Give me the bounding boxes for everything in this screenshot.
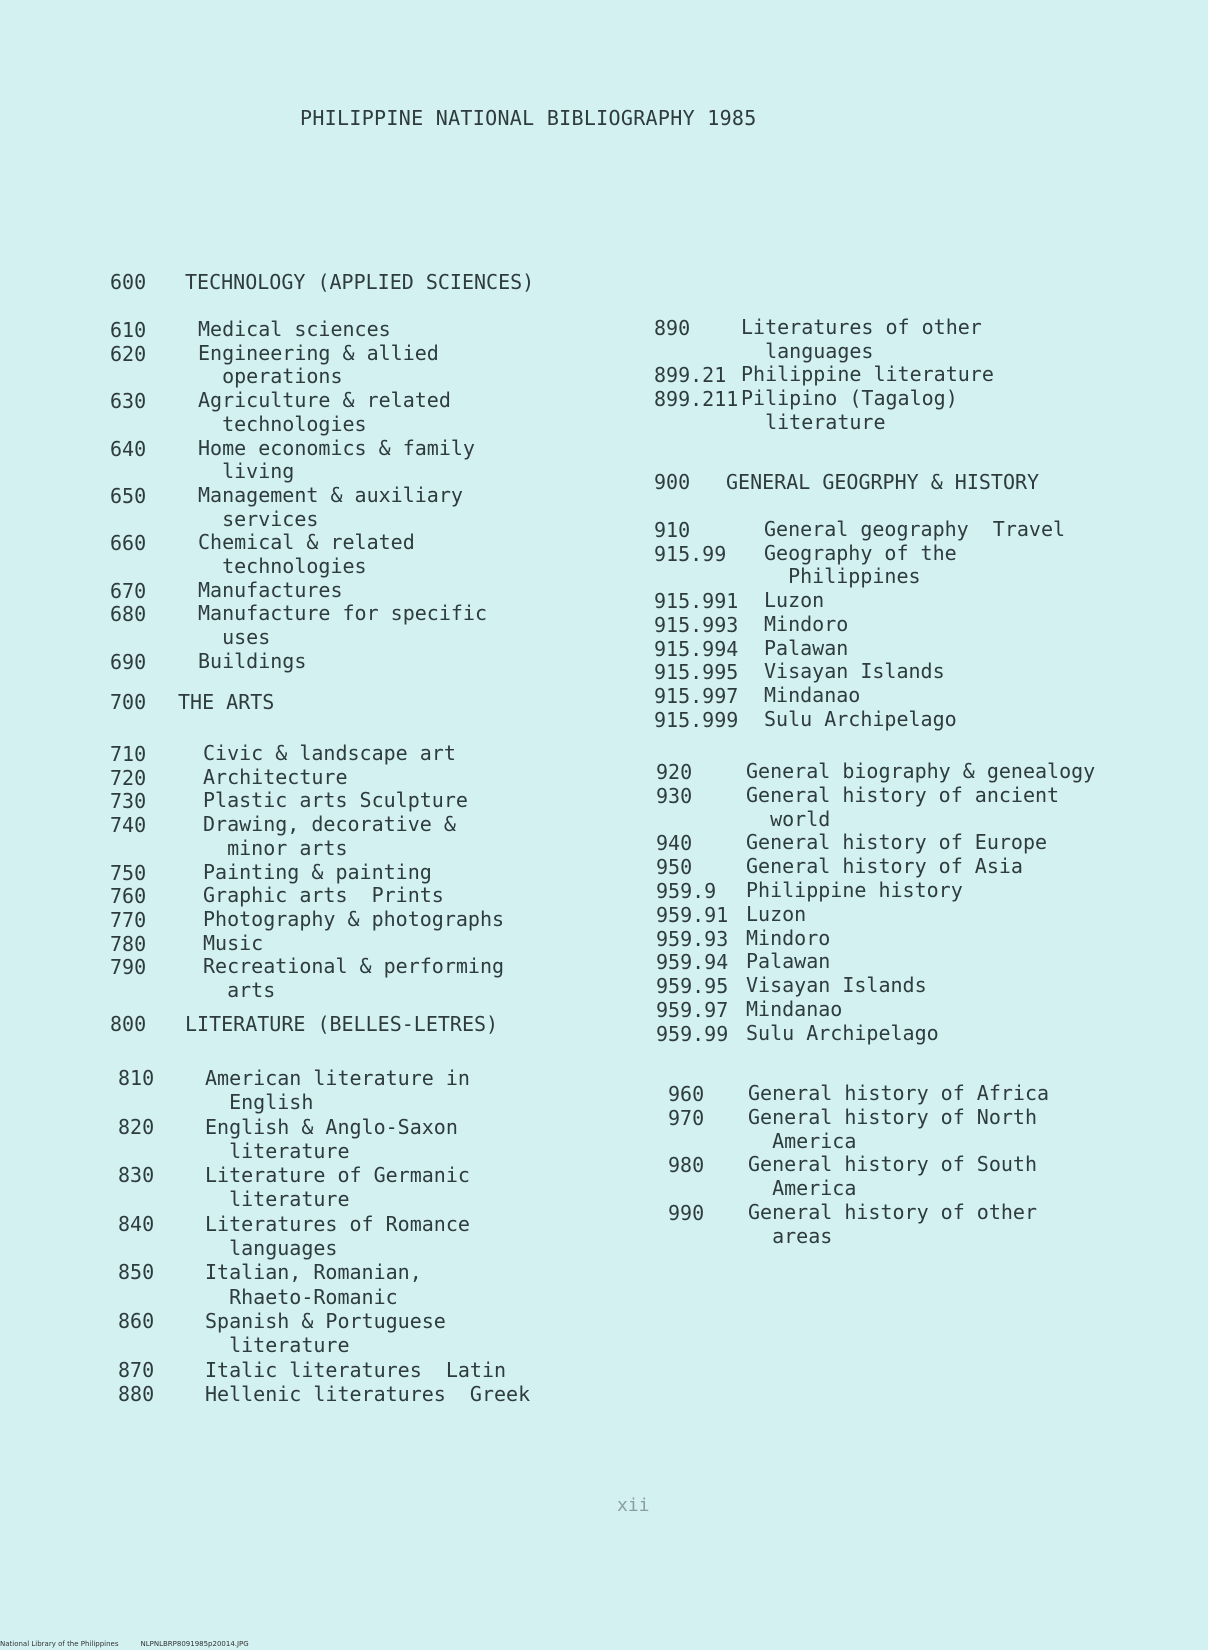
entry-959-91 xyxy=(656,903,1206,927)
class-number: 750 xyxy=(110,860,147,885)
entry-650 xyxy=(110,484,658,531)
class-number: 899.21 xyxy=(654,363,727,388)
class-label: Hellenic literatures Greek xyxy=(205,1381,531,1406)
class-label: Medical sciences xyxy=(198,317,391,341)
entry-959-99 xyxy=(656,1022,1206,1046)
class-label: Manufactures xyxy=(198,577,343,602)
entry-690 xyxy=(110,650,658,674)
entry-910 xyxy=(654,518,1208,542)
class-label: Engineering & allied operations xyxy=(198,340,439,389)
class-label: Painting & painting xyxy=(203,859,432,884)
entry-870 xyxy=(118,1358,665,1382)
entry-640 xyxy=(110,437,658,484)
entry-740 xyxy=(110,813,663,860)
class-number: 740 xyxy=(110,813,147,838)
entry-950 xyxy=(656,855,1206,879)
entry-750 xyxy=(110,861,663,885)
class-number: 980 xyxy=(668,1153,705,1178)
class-number: 710 xyxy=(110,742,147,766)
section-label: GENERAL GEOGRPHY & HISTORY xyxy=(726,470,1040,494)
class-number: 830 xyxy=(118,1163,155,1188)
class-number: 660 xyxy=(110,531,147,556)
class-number: 760 xyxy=(110,884,147,909)
class-number: 670 xyxy=(110,578,147,603)
class-label: Geography of the Philippines xyxy=(764,540,957,589)
entry-959-95 xyxy=(656,974,1206,998)
entry-915-993 xyxy=(654,613,1208,637)
class-label: Manufacture for specific uses xyxy=(198,601,487,650)
entry-920 xyxy=(656,760,1206,784)
class-label: Graphic arts Prints xyxy=(203,883,444,908)
class-number: 890 xyxy=(654,316,691,340)
section-label: THE ARTS xyxy=(178,690,275,714)
entry-959-93 xyxy=(656,927,1206,951)
class-label: Palawan xyxy=(746,949,831,974)
class-number: 640 xyxy=(110,436,147,461)
entry-899-21 xyxy=(654,363,1201,387)
class-label: General history of South America xyxy=(748,1152,1037,1201)
class-number: 950 xyxy=(656,855,693,880)
entry-760 xyxy=(110,884,663,908)
class-number: 680 xyxy=(110,602,147,627)
class-number: 959.93 xyxy=(656,926,729,951)
class-number: 790 xyxy=(110,955,147,980)
entry-620 xyxy=(110,342,658,389)
class-label: Italian, Romanian, Rhaeto-Romanic xyxy=(205,1260,422,1309)
entry-850 xyxy=(118,1260,665,1309)
class-label: General history of Africa xyxy=(748,1081,1050,1105)
class-number: 610 xyxy=(110,318,147,342)
class-label: Mindanao xyxy=(764,682,861,707)
entry-860 xyxy=(118,1309,665,1358)
footer-file: NLPNLBRP8091985p20014.JPG xyxy=(140,1640,249,1648)
class-number: 650 xyxy=(110,483,147,508)
section-number: 800 xyxy=(110,1012,147,1036)
class-label: General biography & genealogy xyxy=(746,759,1096,783)
class-label: Mindoro xyxy=(746,925,831,950)
class-number: 959.95 xyxy=(656,974,729,999)
entry-880 xyxy=(118,1382,665,1406)
class-number: 870 xyxy=(118,1357,155,1382)
class-label: Literature of Germanic literature xyxy=(205,1163,470,1212)
entry-970 xyxy=(668,1106,1208,1154)
class-label: Italic literatures Latin xyxy=(205,1357,507,1382)
entry-959-9 xyxy=(656,879,1206,903)
class-label: Philippine literature xyxy=(741,362,994,387)
class-label: Mindoro xyxy=(764,611,849,636)
class-number: 970 xyxy=(668,1105,705,1130)
class-number: 840 xyxy=(118,1211,155,1236)
class-label: Literatures of other languages xyxy=(741,315,982,363)
section-heading-600 xyxy=(110,270,534,294)
section-heading-900 xyxy=(654,470,1039,494)
class-number: 770 xyxy=(110,907,147,932)
entry-780 xyxy=(110,932,663,956)
class-number: 930 xyxy=(656,783,693,808)
section-number: 900 xyxy=(654,470,691,494)
section-heading-800 xyxy=(110,1012,498,1036)
entry-680 xyxy=(110,602,658,649)
class-label: Buildings xyxy=(198,648,307,673)
section-label: LITERATURE (BELLES-LETRES) xyxy=(185,1012,499,1036)
class-label: Management & auxiliary services xyxy=(198,482,463,531)
entry-940 xyxy=(656,831,1206,855)
class-label: Drawing, decorative & minor arts xyxy=(203,812,456,860)
class-label: General history of Europe xyxy=(746,830,1048,855)
class-label: Literatures of Romance languages xyxy=(205,1211,470,1261)
class-label: Pilipino (Tagalog) literature xyxy=(741,386,958,434)
class-number: 820 xyxy=(118,1114,155,1139)
entry-915-991 xyxy=(654,589,1208,613)
class-number: 620 xyxy=(110,341,147,366)
class-label: Sulu Archipelago xyxy=(746,1020,939,1045)
class-label: Spanish & Portuguese literature xyxy=(205,1309,446,1358)
entry-960 xyxy=(668,1082,1208,1106)
entry-730 xyxy=(110,789,663,813)
footer-library: National Library of the Philippines xyxy=(0,1640,119,1648)
class-label: Visayan Islands xyxy=(764,659,945,684)
entry-610 xyxy=(110,318,658,342)
class-label: Philippine history xyxy=(746,878,963,902)
class-number: 959.94 xyxy=(656,950,729,975)
entry-899-211 xyxy=(654,387,1201,434)
class-label: Chemical & related technologies xyxy=(198,530,415,578)
section-number: 700 xyxy=(110,690,147,714)
class-label: General geography Travel xyxy=(764,517,1066,541)
class-label: Photography & photographs xyxy=(203,906,505,931)
class-number: 915.993 xyxy=(654,612,739,637)
entry-959-97 xyxy=(656,998,1206,1022)
class-number: 810 xyxy=(118,1066,155,1090)
class-number: 730 xyxy=(110,789,147,814)
entry-959-94 xyxy=(656,950,1206,974)
entry-670 xyxy=(110,579,658,603)
entry-990 xyxy=(668,1201,1208,1249)
class-number: 915.994 xyxy=(654,636,739,661)
entry-840 xyxy=(118,1212,665,1261)
class-number: 915.999 xyxy=(654,707,739,732)
class-number: 915.99 xyxy=(654,541,727,566)
class-label: Civic & landscape art xyxy=(203,741,456,765)
class-label: Agriculture & related technologies xyxy=(198,388,451,436)
class-number: 959.91 xyxy=(656,902,729,927)
class-number: 899.211 xyxy=(654,387,739,412)
entry-915-995 xyxy=(654,660,1208,684)
class-number: 860 xyxy=(118,1309,155,1333)
scan-footer xyxy=(0,1640,271,1648)
class-label: Luzon xyxy=(764,588,825,613)
class-label: Recreational & performing arts xyxy=(203,954,505,1002)
class-label: General history of North America xyxy=(748,1104,1037,1153)
class-number: 690 xyxy=(110,649,147,674)
class-number: 850 xyxy=(118,1260,155,1285)
class-number: 915.991 xyxy=(654,589,739,614)
class-label: Music xyxy=(203,930,264,955)
class-label: Home economics & family living xyxy=(198,435,475,484)
class-number: 990 xyxy=(668,1201,705,1225)
class-label: English & Anglo-Saxon literature xyxy=(205,1114,458,1163)
class-number: 915.997 xyxy=(654,683,739,708)
class-label: American literature in English xyxy=(205,1066,470,1115)
class-number: 959.9 xyxy=(656,879,717,903)
section-heading-700 xyxy=(110,690,274,714)
entry-630 xyxy=(110,389,658,436)
entry-915-994 xyxy=(654,637,1208,661)
entry-890 xyxy=(654,316,1201,363)
entry-720 xyxy=(110,766,663,790)
section-number: 600 xyxy=(110,270,147,294)
class-number: 780 xyxy=(110,931,147,956)
class-label: General history of other areas xyxy=(748,1200,1037,1248)
class-label: Architecture xyxy=(203,764,348,789)
class-number: 920 xyxy=(656,760,693,784)
entry-790 xyxy=(110,955,663,1002)
class-number: 940 xyxy=(656,831,693,856)
class-number: 959.97 xyxy=(656,998,729,1022)
entry-710 xyxy=(110,742,663,766)
entry-770 xyxy=(110,908,663,932)
section-label: TECHNOLOGY (APPLIED SCIENCES) xyxy=(185,270,535,294)
page-number: xii xyxy=(617,1495,650,1516)
class-number: 915.995 xyxy=(654,660,739,685)
class-label: Plastic arts Sculpture xyxy=(203,788,468,813)
class-label: Palawan xyxy=(764,635,849,660)
entry-660 xyxy=(110,531,658,578)
class-label: General history of ancient world xyxy=(746,782,1060,831)
entry-930 xyxy=(656,784,1206,832)
entry-915-999 xyxy=(654,708,1208,732)
class-label: Luzon xyxy=(746,901,807,926)
entry-980 xyxy=(668,1153,1208,1201)
class-label: Visayan Islands xyxy=(746,973,927,998)
class-label: Mindanao xyxy=(746,997,843,1021)
class-number: 720 xyxy=(110,765,147,790)
class-number: 960 xyxy=(668,1082,705,1106)
entry-810 xyxy=(118,1066,665,1115)
entry-915-99 xyxy=(654,542,1208,589)
entry-915-997 xyxy=(654,684,1208,708)
class-number: 910 xyxy=(654,518,691,542)
class-number: 959.99 xyxy=(656,1021,729,1046)
entry-830 xyxy=(118,1163,665,1212)
entry-820 xyxy=(118,1115,665,1164)
class-label: General history of Asia xyxy=(746,854,1023,879)
class-number: 630 xyxy=(110,389,147,414)
class-number: 880 xyxy=(118,1381,155,1406)
page-title: PHILIPPINE NATIONAL BIBLIOGRAPHY 1985 xyxy=(300,106,757,130)
class-label: Sulu Archipelago xyxy=(764,706,957,731)
